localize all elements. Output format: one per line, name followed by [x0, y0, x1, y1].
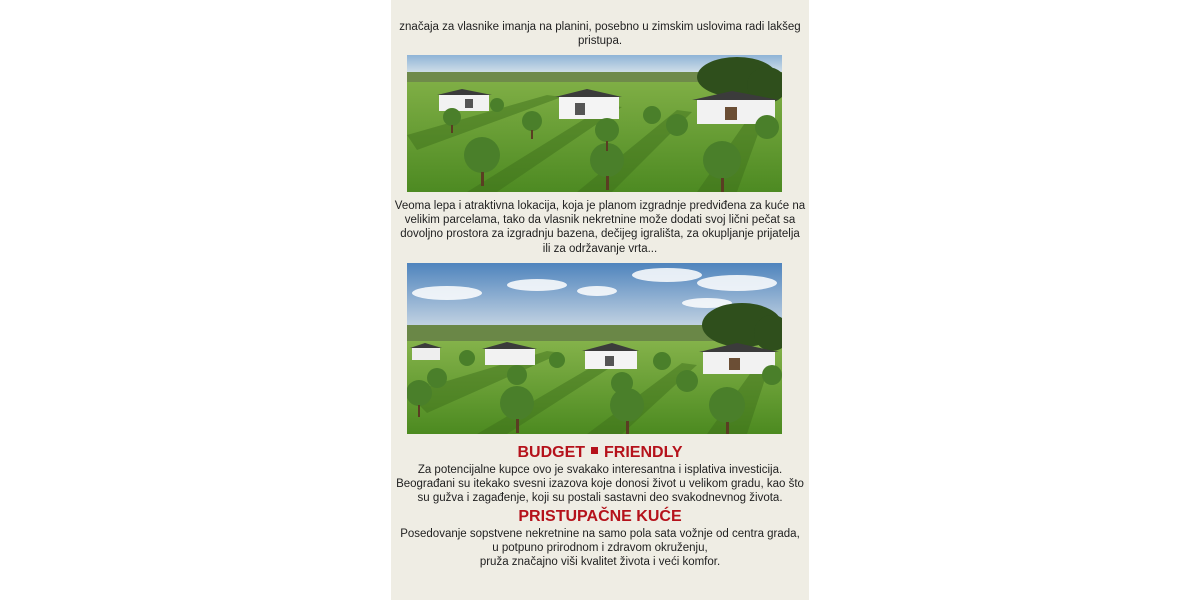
house-render-image	[407, 263, 782, 434]
intro-line: pristupa.	[577, 35, 623, 48]
access-line: pruža značajno viši kvalitet života i veći komfor.	[479, 556, 721, 569]
budget-heading-right: FRIENDLY	[604, 444, 683, 461]
intro-line: značaja za vlasnike imanja na planini, posebno u zimskim uslovima radi lakšeg	[399, 21, 801, 33]
house-render-photo-2	[407, 263, 782, 434]
house-render-photo-1	[407, 55, 782, 192]
budget-friendly-heading	[391, 444, 809, 462]
location-line: velikim parcelama, tako da vlasnik nekretnine može dodati svoj lični pečat sa	[404, 214, 796, 227]
budget-line: su gužva i zagađenje, koji su postali sastavni deo svakodnevnog života.	[417, 492, 783, 505]
house-render-image	[407, 55, 782, 192]
access-line: u potpuno prirodnom i zdravom okruženju,	[492, 542, 708, 555]
intro-paragraph	[391, 20, 809, 48]
location-line: dovoljno prostora za izgradnju bazena, dečijeg igrališta, za okupljanje prijatelja	[400, 228, 800, 241]
budget-line: Za potencijalne kupce ovo je svakako interesantna i isplativa investicija.	[417, 464, 783, 476]
location-line: ili za održavanje vrta...	[542, 242, 658, 255]
budget-heading-left: BUDGET	[517, 444, 586, 461]
access-line: Posedovanje sopstvene nekretnine na samo pola sata vožnje od centra grada,	[400, 528, 800, 540]
accessible-houses-heading: PRISTUPAČNE KUĆE	[518, 508, 682, 525]
square-bullet-icon	[591, 447, 598, 454]
brochure-page	[391, 0, 809, 600]
budget-paragraph	[391, 463, 809, 506]
access-paragraph	[391, 527, 809, 570]
location-paragraph	[391, 199, 809, 256]
location-line: Veoma lepa i atraktivna lokacija, koja je planom izgradnje predviđena za kuće na	[394, 200, 806, 212]
budget-line: Beograđani su itekako svesni izazova koje donosi život u velikom gradu, kao što	[396, 478, 804, 491]
